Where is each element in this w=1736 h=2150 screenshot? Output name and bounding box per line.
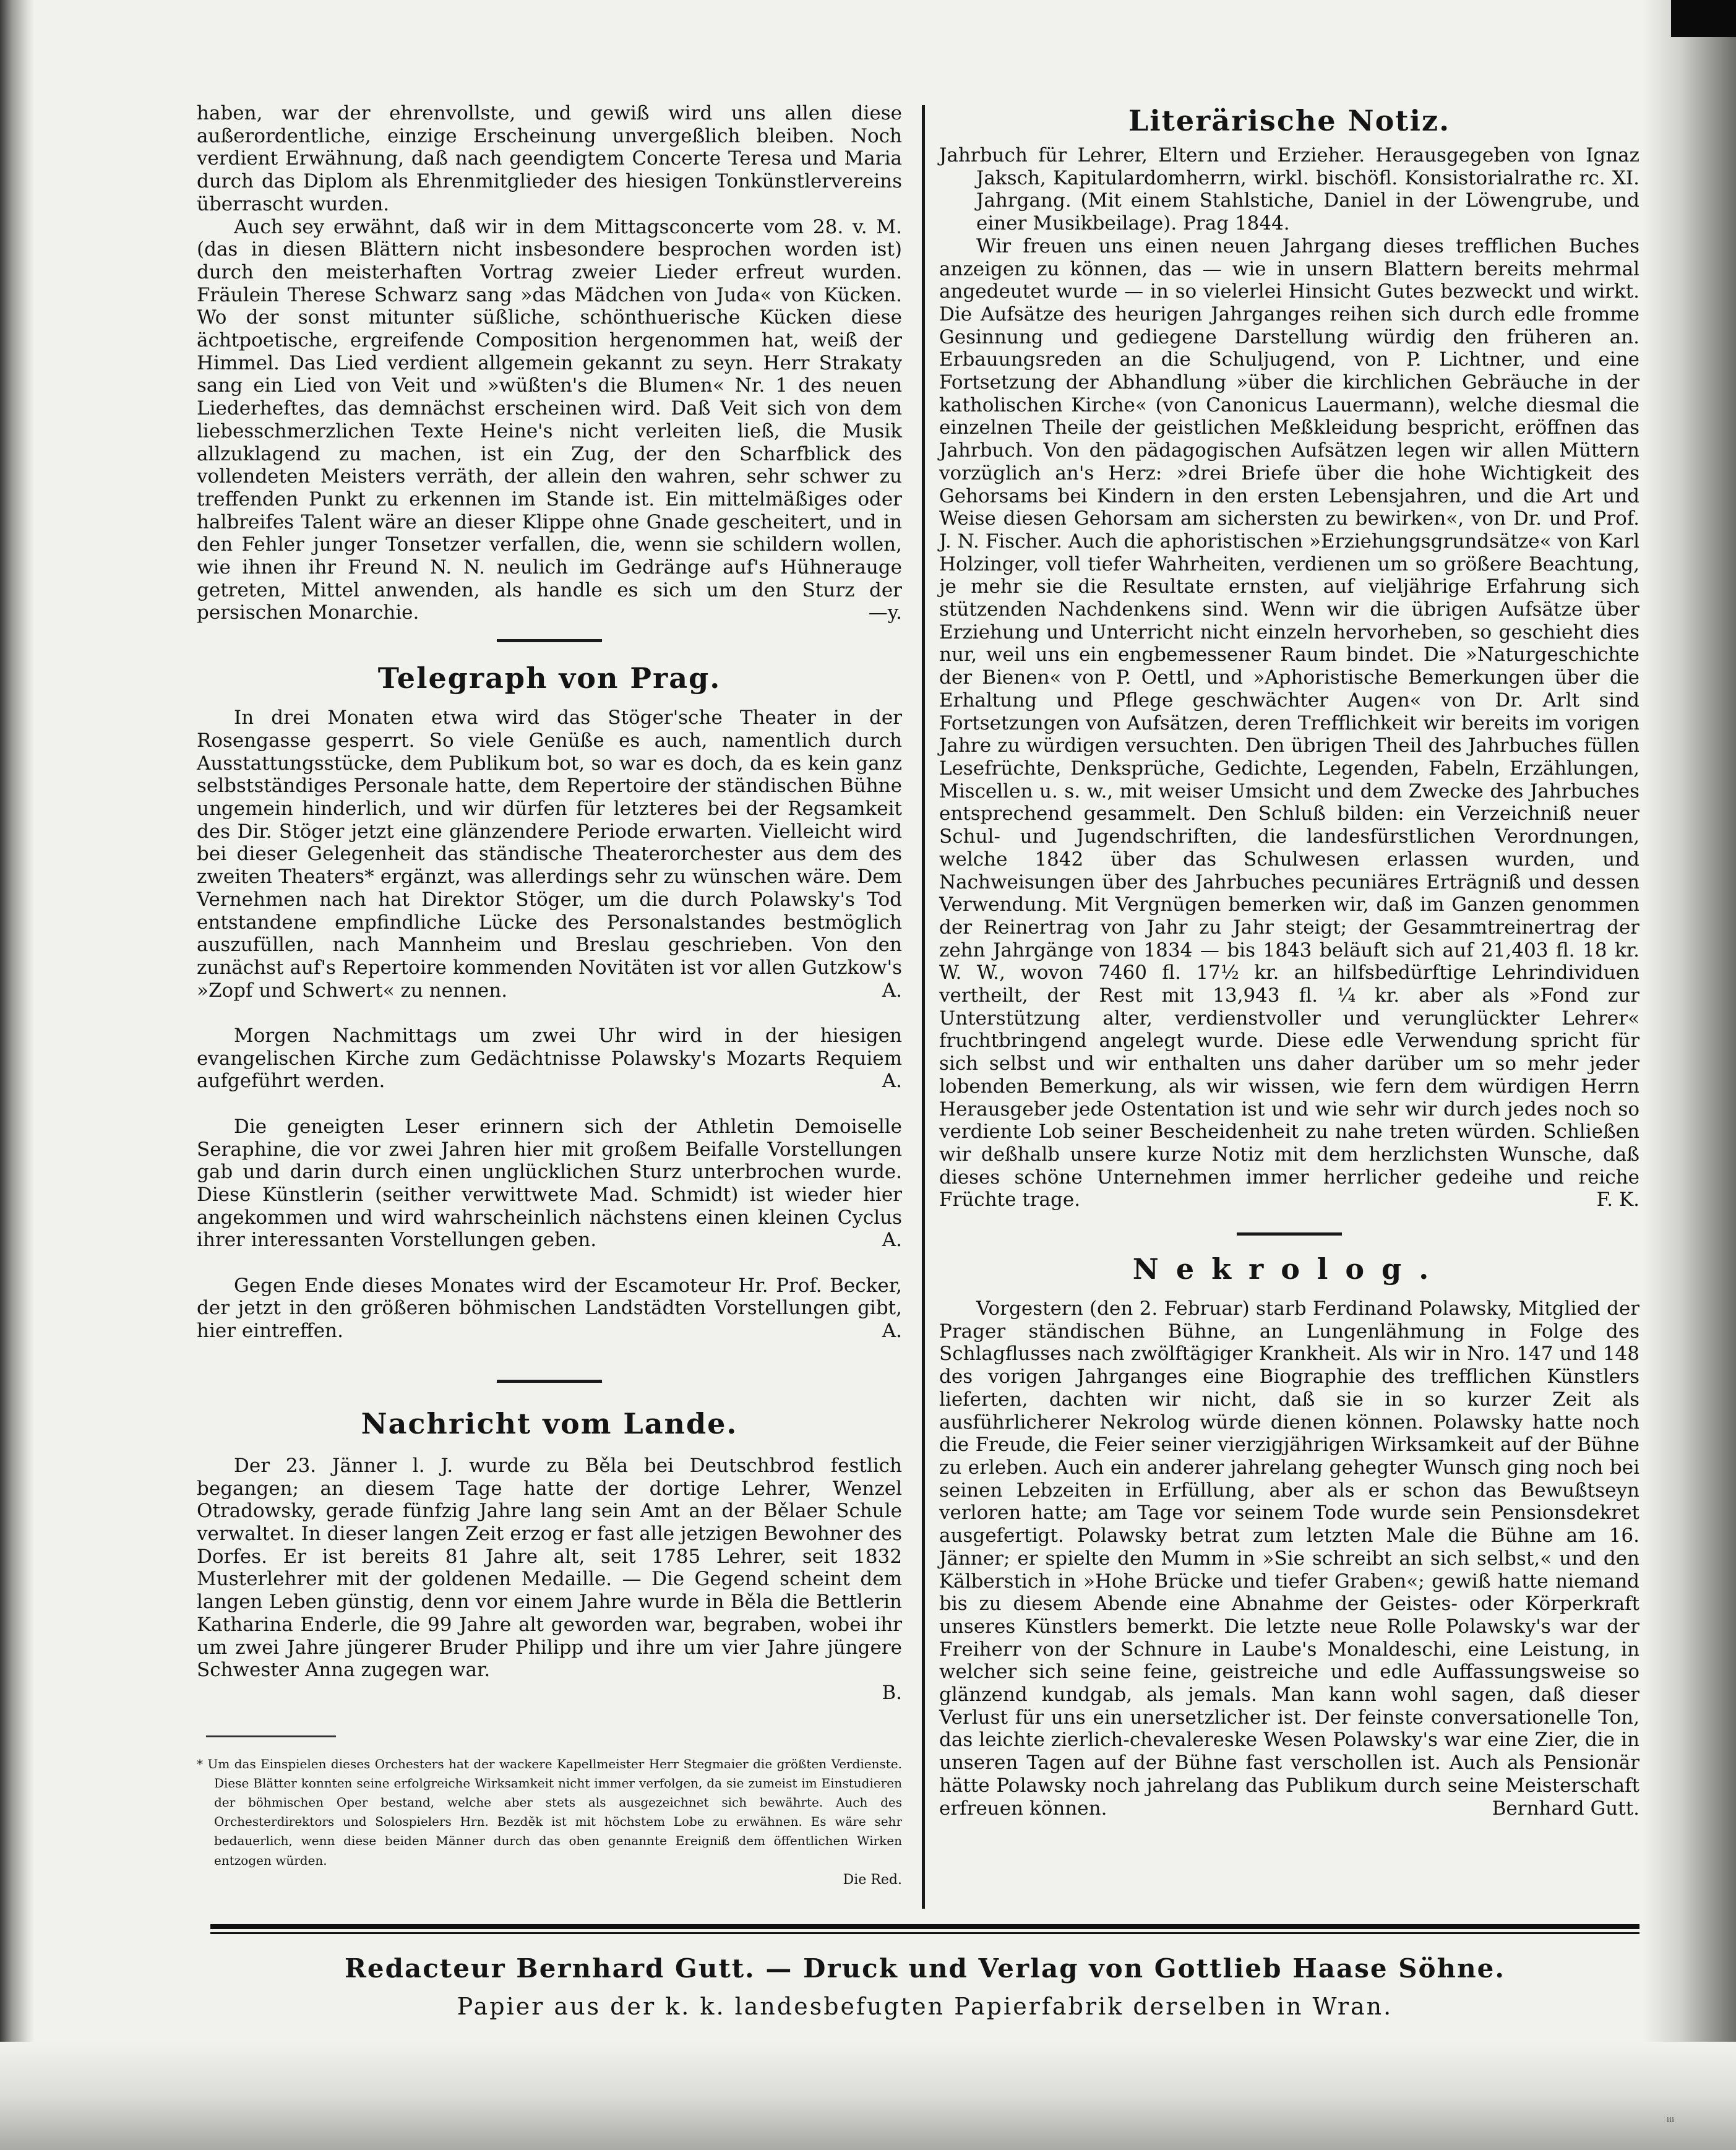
column-divider	[922, 105, 925, 1909]
book-citation: Jahrbuch für Lehrer, Eltern und Erzieher. Herausgegeben von Ignaz Jaksch, Kapitulardomherrn, wirkl. bischöfl. Konsistorialrathe rc. XI. Jahrgang. (Mit einem Stahlstiche, Daniel in der Löwengrube, und einer Musikbeilage). Prag 1844.	[939, 144, 1639, 235]
imprint-rule	[210, 1924, 1639, 1929]
article-paragraph: Der 23. Jänner l. J. wurde zu Běla bei Deutschbrod festlich begangen; an diesem Tage hatte der dortige Lehrer, Wenzel Otradowsky, gerade fünfzig Jahre lang sein Amt an der Bělaer Schule verwaltet. In dieser langen Zeit erzog er fast alle jetzigen Bewohner des Dorfes. Er ist bereits 81 Jahre alt, seit 1785 Lehrer, seit 1832 Musterlehrer mit der goldenen Medaille. — Die Gegend scheint dem langen Leben günstig, denn vor einem Jahre wurde in Běla die Bettlerin Katharina Enderle, die 99 Jahre alt geworden war, begraben, wobei ihr um zwei Jahre jüngerer Bruder Philipp und ihre um vier Jahre jüngere Schwester Anna zugegen war.	[197, 1454, 902, 1682]
obituary-paragraph: Vorgestern (den 2. Februar) starb Ferdinand Polawsky, Mitglied der Prager ständischen Bühne, an Lungenlähmung in Folge des Schlagflusses nach zwölftägiger Krankheit. Als wir in Nro. 147 und 148 des vorigen Jahrganges eine Biographie des trefflichen Künstlers lieferten, dachten wir nicht, daß sie in so kurzer Zeit als ausführlicherer Nekrolog würde dienen können. Polawsky hatte noch die Freude, die Feier seiner vierzigjährigen Wirksamkeit auf der Bühne zu erleben. Auch ein anderer jahrelang gehegter Wunsch ging noch bei seinen Lebzeiten in Erfüllung, aber als er schon das Bewußtseyn verloren hatte; am Tage vor seinem Tode wurde sein Pensionsdekret ausgefertigt. Polawsky betrat zum letzten Male die Bühne am 16. Jänner; er spielte den Mumm in »Sie schreibt an sich selbst,« und den Kälberstich in »Hohe Brücke und tiefer Graben«; gewiß hatte niemand bis zu diesem Abende eine Abnahme der Geistes- oder Körperkraft unseres Künstlers bemerkt. Die letzte neue Rolle Polawsky's war der Freiherr von der Schnure in Laube's Monaldeschi, eine Leistung, in welcher sich seine feine, geistreiche und edle Auffassungsweise so glänzend kundgab, als jemals. Man kann wohl sagen, daß dieser Verlust für uns ein unersetzlicher ist. Der feinste conversationelle Ton, das leichte zierlich-chevalereske Wesen Polawsky's war eine Zier, die in unseren Tagen auf der Bühne fast verschollen ist. Auch als Pensionär hätte Polawsky noch jahrelang das Publikum durch seine Meisterschaft erfreuen können.	[939, 1297, 1639, 1820]
scan-edge-left	[0, 0, 34, 2150]
signature: A.	[882, 1320, 902, 1343]
section-divider	[497, 639, 602, 642]
signature: Bernhard Gutt.	[1492, 1797, 1639, 1820]
footnote-rule	[206, 1735, 336, 1737]
section-title-telegraph: Telegraph von Prag.	[377, 661, 721, 695]
imprint-paper: Papier aus der k. k. landesbefugten Papierfabrik derselben in Wran.	[457, 1993, 1393, 2020]
scan-edge-right	[1643, 0, 1736, 2150]
review-paragraph: Wir freuen uns einen neuen Jahrgang dieses trefflichen Buches anzeigen zu können, das — wie in unsern Blattern bereits mehrmal angedeutet wurde — in so vielerlei Hinsicht Gutes bezweckt und wirkt. Die Aufsätze des heurigen Jahrganges reihen sich durch edle fromme Gesinnung und gediegene Darstellung würdig den früheren an. Erbauungsreden an die Schuljugend, von P. Lichtner, und eine Fortsetzung der Abhandlung »über die kirchlichen Gebräuche in der katholischen Kirche« (von Canonicus Lauermann), welche diesmal die einzelnen Theile der geistlichen Meßkleidung bespricht, eröffnen das Jahrbuch. Von den pädagogischen Aufsätzen legen wir allen Müttern vorzüglich an's Herz: »drei Briefe über die hohe Wichtigkeit des Gehorsams bei Kindern in den ersten Lebensjahren, und die Art und Weise diesen Gehorsam am sichersten zu bewirken«, von Dr. und Prof. J. N. Fischer. Auch die aphoristischen »Erziehungsgrundsätze« von Karl Holzinger, voll tiefer Wahrheiten, verdienen um so größere Beachtung, je mehr sie die Resultate ernsten, auf vieljährige Erfahrung sich stützenden Nachdenkens sind. Wenn wir die übrigen Aufsätze über Erziehung und Unterricht nicht einzeln hervorheben, so geschieht dies nur, weil uns ein engbemessener Raum bindet. Die »Naturgeschichte der Bienen« von P. Oettl, und »Aphoristische Bemerkungen über die Erhaltung und Pflege geschwächter Augen« von Dr. Arlt sind Fortsetzungen von Aufsätzen, deren Trefflichkeit wir bereits im vorigen Jahre zu würdigen versuchten. Den übrigen Theil des Jahrbuches füllen Lesefrüchte, Denksprüche, Gedichte, Legenden, Fabeln, Erzählungen, Miscellen u. s. w., mit weiser Umsicht und dem Zwecke des Jahrbuches entsprechend gesammelt. Den Schluß bilden: ein Verzeichniß neuer Schul- und Jugendschriften, die landesfürstlichen Verordnungen, welche 1842 über das Schulwesen erlassen wurden, und Nachweisungen über des Jahrbuches pecuniäres Erträgniß und dessen Verwendung. Mit Vergnügen bemerken wir, daß im Ganzen genommen der Reinertrag von Jahr zu Jahr steigt; der Gesammtreinertrag der zehn Jahrgänge von 1834 — bis 1843 beläuft sich auf 21,403 fl. 18 kr. W. W., wovon 7460 fl. 17½ kr. an hilfsbedürftige Lehrindividuen vertheilt, der Rest mit 13,943 fl. ¼ kr. aber als »Fond zur Unterstützung alter, verdienstvoller und verunglückter Lehrer« fruchtbringend angelegt wurde. Diese edle Verwendung spricht für sich selbst und wir enthalten uns daher darüber um so mehr jeder lobenden Bemerkung, als wir wissen, wie fern dem würdigen Herrn Herausgeber jede Ostentation ist und wie sehr wir durch jedes noch so verdiente Lob seiner Bescheidenheit zu nahe treten würden. Schließen wir deßhalb unsere kurze Notiz mit dem herzlichsten Wunsche, daß dieses schöne Unternehmen immer herrlicher gedeihe und reiche Früchte trage.	[939, 234, 1639, 1211]
news-item: Morgen Nachmittags um zwei Uhr wird in der hiesigen evangelischen Kirche zum Gedächtnisse Polawsky's Mozarts Requiem aufgeführt werden.	[197, 1025, 902, 1093]
signature: B.	[882, 1681, 902, 1704]
left-column	[197, 102, 902, 1890]
imprint-editor-printer: Redacteur Bernhard Gutt. — Druck und Verlag von Gottlieb Haase Söhne.	[345, 1953, 1505, 1984]
news-item: In drei Monaten etwa wird das Stöger'sche Theater in der Rosengasse gesperrt. So viele Genüße es auch, namentlich durch Ausstattungsstücke, dem Publikum bot, so war es doch, da es kein ganz selbstständiges Personale hatte, dem Repertoire der ständischen Bühne ungemein hinderlich, und wir dürfen für letzteres bei der Regsamkeit des Dir. Stöger jetzt eine glänzendere Periode erwarten. Vielleicht wird bei dieser Gelegenheit das ständische Theaterorchester aus dem des zweiten Theaters* ergänzt, was allerdings sehr zu wünschen wäre. Dem Vernehmen nach hat Direktor Stöger, um die durch Polawsky's Tod entstandene empfindliche Lücke des Personalstandes bestmöglich auszufüllen, nach Mannheim und Breslau geschrieben. Von den zunächst auf's Repertoire kommenden Novitäten ist vor allen Gutzkow's »Zopf und Schwert« zu nennen.	[197, 707, 902, 1002]
footnote-signature: Die Red.	[843, 1872, 902, 1888]
imprint-rule	[210, 1932, 1639, 1934]
section-divider	[497, 1380, 602, 1383]
signature: A.	[882, 1229, 902, 1252]
article-paragraph: haben, war der ehrenvollste, und gewiß wird uns allen diese außerordentliche, einzige Erscheinung unvergeßlich bleiben. Noch verdient Erwähnung, daß nach geendigtem Concerte Teresa und Maria durch das Diplom als Ehrenmitglieder des hiesigen Tonkünstlervereins überrascht wurden.	[197, 102, 902, 215]
scan-corner-dark	[1671, 0, 1736, 37]
section-title-literary: Literärische Notiz.	[1128, 104, 1451, 137]
news-item: Die geneigten Leser erinnern sich der Athletin Demoiselle Seraphine, die vor zwei Jahren hier mit großem Beifalle Vorstellungen gab und darin durch einen unglücklichen Sturz unterbrochen wurde. Diese Künstlerin (seither verwittwete Mad. Schmidt) ist wieder hier angekommen und wird wahrscheinlich nächstens einen kleinen Cyclus ihrer interessanten Vorstellungen geben.	[197, 1115, 902, 1252]
signature: F. K.	[1596, 1189, 1639, 1211]
section-divider	[1237, 1232, 1342, 1236]
article-paragraph: Auch sey erwähnt, daß wir in dem Mittagsconcerte vom 28. v. M. (das in diesen Blättern nicht insbesondere besprochen worden ist) durch den meisterhaften Vortrag zweier Lieder erfreut wurden. Fräulein Therese Schwarz sang »das Mädchen von Juda« von Kücken. Wo der sonst mitunter süßliche, schönthuerische Kücken diese ächtpoetische, ergreifende Composition hergenommen hat, weiß der Himmel. Das Lied verdient allgemein gekannt zu seyn. Herr Strakaty sang ein Lied von Veit und »wüßten's die Blumen« Nr. 1 des neuen Liederheftes, das demnächst erscheinen wird. Daß Veit sich von dem liebesschmerzlichen Texte Heine's nicht verleiten ließ, die Musik allzuklagend zu machen, ist ein Zug, der den Scharfblick des vollendeten Meisters verräth, der allein den wahren, sehr schwer zu treffenden Punkt zu erkennen im Stande ist. Ein mittelmäßiges oder halbreifes Talent wäre an dieser Klippe ohne Gnade gescheitert, und in den Fehler junger Tonsetzer verfallen, die, wenn sie schildern wollen, wie ihnen ihr Freund N. N. neulich im Gedränge auf's Hühnerauge getreten, Mittel anwenden, als handle es sich um den Sturz der persischen Monarchie.	[197, 215, 902, 624]
signature: A.	[882, 1070, 902, 1093]
news-item: Gegen Ende dieses Monates wird der Escamoteur Hr. Prof. Becker, der jetzt in den größeren böhmischen Landstädten Vorstellungen gibt, hier eintreffen.	[197, 1274, 902, 1343]
section-title-nekrolog: Nekrolog.	[1132, 1252, 1446, 1286]
signature: A.	[882, 979, 902, 1002]
scan-mark: ᵢᵢᵢ	[1666, 2110, 1674, 2125]
footnote: * Um das Einspielen dieses Orchesters hat der wackere Kapellmeister Herr Stegmaier die größten Verdienste. Diese Blätter konnten seine erfolgreiche Wirksamkeit nicht immer verfolgen, da sie zumeist im Einstudieren der böhmischen Oper bestand, welche aber stets als ausgezeichnet sich bewährte. Auch des Orchesterdirektors und Solospielers Hrn. Bezděk ist mit höchstem Lobe zu erwähnen. Es wäre sehr bedauerlich, wenn diese beiden Männer durch das oben genannte Ereigniß dem öffentlichen Wirken entzogen würden.	[197, 1756, 902, 1868]
right-column	[939, 102, 1639, 1820]
scan-edge-bottom	[0, 2042, 1736, 2150]
signature: —y.	[868, 601, 902, 624]
section-title-lande: Nachricht vom Lande.	[361, 1406, 738, 1440]
